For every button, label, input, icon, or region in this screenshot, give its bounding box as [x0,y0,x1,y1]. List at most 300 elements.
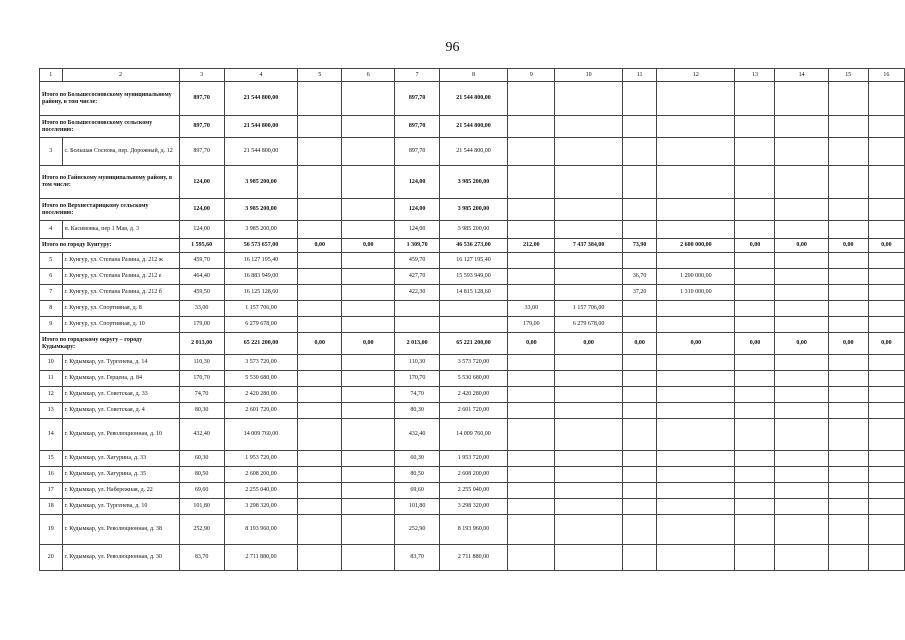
value-cell-col-6 [342,483,395,499]
value-cell-col-16: 0,00 [868,333,904,355]
value-cell-col-16 [868,499,904,515]
value-cell-col-15 [828,403,868,419]
value-cell-col-10 [555,403,623,419]
value-cell-col-5 [298,467,342,483]
address-cell: г. Кунгур, ул. Спортивная, д. 10 [62,317,179,333]
value-cell-col-3: 432,40 [179,419,224,451]
table-row [40,515,905,545]
value-cell-col-5 [298,483,342,499]
value-cell-col-15 [828,221,868,239]
value-cell-col-3: 459,50 [179,285,224,301]
value-cell-col-3: 74,70 [179,387,224,403]
table-row [40,138,905,166]
value-cell-col-8: 46 536 273,00 [439,239,508,253]
address-cell: г. Кудымкар, ул. Тургенева, д. 10 [62,499,179,515]
value-cell-col-7: 897,70 [395,82,439,116]
value-cell-col-6 [342,387,395,403]
value-cell-col-16 [868,138,904,166]
value-cell-col-16 [868,317,904,333]
value-cell-col-15 [828,467,868,483]
value-cell-col-8: 14 815 128,60 [439,285,508,301]
column-number-cell: 5 [298,69,342,82]
value-cell-col-11 [622,483,656,499]
value-cell-col-9 [508,269,555,285]
value-cell-col-9 [508,355,555,371]
value-cell-col-3: 2 013,00 [179,333,224,355]
value-cell-col-7: 170,70 [395,371,439,387]
value-cell-col-5 [298,419,342,451]
row-number: 9 [40,317,63,333]
value-cell-col-12 [657,451,735,467]
value-cell-col-5: 0,00 [298,239,342,253]
column-number-cell: 4 [224,69,298,82]
value-cell-col-16 [868,253,904,269]
value-cell-col-12 [657,515,735,545]
value-cell-col-8: 5 530 680,00 [439,371,508,387]
value-cell-col-8: 21 544 800,00 [439,116,508,138]
value-cell-col-5 [298,371,342,387]
table-row [40,253,905,269]
value-cell-col-11 [622,499,656,515]
value-cell-col-11 [622,403,656,419]
value-cell-col-12 [657,253,735,269]
value-cell-col-6 [342,82,395,116]
value-cell-col-4: 2 420 280,00 [224,387,298,403]
value-cell-col-13 [735,355,775,371]
value-cell-col-10 [555,451,623,467]
table-row [40,387,905,403]
value-cell-col-8: 3 573 720,00 [439,355,508,371]
value-cell-col-14 [775,269,828,285]
value-cell-col-16 [868,545,904,571]
value-cell-col-8: 2 601 720,00 [439,403,508,419]
value-cell-col-9 [508,467,555,483]
value-cell-col-16: 0,00 [868,239,904,253]
value-cell-col-5 [298,387,342,403]
value-cell-col-13: 0,00 [735,333,775,355]
value-cell-col-8: 3 985 200,00 [439,221,508,239]
value-cell-col-8: 3 298 320,00 [439,499,508,515]
value-cell-col-4: 2 255 040,00 [224,483,298,499]
table-row [40,419,905,451]
value-cell-col-11: 0,00 [622,333,656,355]
value-cell-col-7: 80,50 [395,467,439,483]
value-cell-col-7: 80,30 [395,403,439,419]
value-cell-col-4: 3 985 200,00 [224,199,298,221]
value-cell-col-14 [775,301,828,317]
value-cell-col-15 [828,82,868,116]
value-cell-col-7: 60,30 [395,451,439,467]
value-cell-col-13 [735,467,775,483]
value-cell-col-13 [735,483,775,499]
value-cell-col-16 [868,451,904,467]
table-row [40,355,905,371]
value-cell-col-15 [828,199,868,221]
value-cell-col-10 [555,467,623,483]
value-cell-col-6 [342,317,395,333]
row-number: 19 [40,515,63,545]
value-cell-col-9: 179,00 [508,317,555,333]
value-cell-col-7: 69,60 [395,483,439,499]
row-number: 5 [40,253,63,269]
value-cell-col-14: 0,00 [775,333,828,355]
value-cell-col-6 [342,371,395,387]
value-cell-col-12 [657,301,735,317]
column-number-cell: 1 [40,69,63,82]
value-cell-col-15 [828,301,868,317]
value-cell-col-4: 16 127 195,40 [224,253,298,269]
value-cell-col-16 [868,301,904,317]
value-cell-col-8: 2 608 200,00 [439,467,508,483]
value-cell-col-9 [508,545,555,571]
column-number-cell: 10 [555,69,623,82]
value-cell-col-8: 21 544 800,00 [439,82,508,116]
value-cell-col-10 [555,138,623,166]
address-cell: п. Касимовка, пер 1 Мая, д. 3 [62,221,179,239]
subtotal-label: Итого по Гайнскому муниципальному району, в том числе: [40,166,180,199]
value-cell-col-5 [298,82,342,116]
value-cell-col-12 [657,483,735,499]
value-cell-col-4: 1 157 706,00 [224,301,298,317]
value-cell-col-12 [657,545,735,571]
table-row [40,451,905,467]
value-cell-col-5 [298,253,342,269]
value-cell-col-6: 0,00 [342,333,395,355]
subtotal-row [40,82,905,116]
value-cell-col-14 [775,499,828,515]
value-cell-col-5 [298,138,342,166]
column-number-cell: 7 [395,69,439,82]
value-cell-col-13 [735,199,775,221]
row-number: 6 [40,269,63,285]
value-cell-col-11 [622,419,656,451]
column-number-row [40,69,905,82]
value-cell-col-5 [298,499,342,515]
value-cell-col-10 [555,221,623,239]
value-cell-col-6 [342,545,395,571]
value-cell-col-13 [735,82,775,116]
table-row [40,545,905,571]
address-cell: г. Кунгур, ул. Спортивная, д. 8 [62,301,179,317]
address-cell: г. Кудымкар, ул. Хатурина, д. 35 [62,467,179,483]
value-cell-col-12: 1 290 000,00 [657,269,735,285]
page-number: 96 [445,40,460,55]
value-cell-col-12 [657,403,735,419]
value-cell-col-10 [555,116,623,138]
address-cell: г. Кунгур, ул. Степана Разина, д. 212 б [62,285,179,301]
row-number: 16 [40,467,63,483]
value-cell-col-3: 464,40 [179,269,224,285]
value-cell-col-6 [342,116,395,138]
value-cell-col-14 [775,82,828,116]
value-cell-col-13 [735,387,775,403]
value-cell-col-8 [439,317,508,333]
table-row [40,499,905,515]
value-cell-col-4: 2 711 880,00 [224,545,298,571]
value-cell-col-6 [342,419,395,451]
value-cell-col-3: 897,70 [179,82,224,116]
value-cell-col-5 [298,221,342,239]
value-cell-col-3: 897,70 [179,138,224,166]
row-number: 8 [40,301,63,317]
address-cell: г. Кудымкар, ул. Советская, д. 4 [62,403,179,419]
value-cell-col-13 [735,499,775,515]
value-cell-col-9 [508,253,555,269]
value-cell-col-12 [657,166,735,199]
value-cell-col-14 [775,221,828,239]
value-cell-col-7: 124,00 [395,166,439,199]
value-cell-col-14 [775,285,828,301]
row-number: 3 [40,138,63,166]
value-cell-col-7: 427,70 [395,269,439,285]
address-cell: г. Кунгур, ул. Степана Разина, д. 212 е [62,269,179,285]
value-cell-col-12: 0,00 [657,333,735,355]
value-cell-col-13 [735,515,775,545]
value-cell-col-8: 15 593 949,00 [439,269,508,285]
table-row [40,221,905,239]
value-cell-col-7 [395,317,439,333]
subtotal-row [40,166,905,199]
value-cell-col-13 [735,317,775,333]
value-cell-col-10 [555,371,623,387]
value-cell-col-3: 124,00 [179,221,224,239]
value-cell-col-14 [775,545,828,571]
column-number-cell: 13 [735,69,775,82]
address-cell: г. Кудымкар, ул. Революционная, д. 30 [62,545,179,571]
value-cell-col-12: 1 310 000,00 [657,285,735,301]
value-cell-col-7: 124,00 [395,221,439,239]
subtotal-row [40,199,905,221]
value-cell-col-13 [735,221,775,239]
value-cell-col-4: 65 221 200,00 [224,333,298,355]
value-cell-col-4: 56 573 657,00 [224,239,298,253]
value-cell-col-5 [298,545,342,571]
value-cell-col-12 [657,499,735,515]
value-cell-col-5 [298,403,342,419]
value-cell-col-5 [298,317,342,333]
value-cell-col-9: 0,00 [508,333,555,355]
value-cell-col-16 [868,116,904,138]
value-cell-col-6 [342,355,395,371]
value-cell-col-7: 2 013,00 [395,333,439,355]
value-cell-col-7: 101,80 [395,499,439,515]
value-cell-col-11 [622,371,656,387]
value-cell-col-14 [775,483,828,499]
value-cell-col-12 [657,82,735,116]
value-cell-col-4: 3 573 720,00 [224,355,298,371]
value-cell-col-5 [298,451,342,467]
value-cell-col-9 [508,387,555,403]
value-cell-col-4: 21 544 800,00 [224,82,298,116]
subtotal-row [40,116,905,138]
value-cell-col-5: 0,00 [298,333,342,355]
value-cell-col-8: 8 193 960,00 [439,515,508,545]
value-cell-col-4: 3 985 200,00 [224,166,298,199]
value-cell-col-10 [555,355,623,371]
row-number: 17 [40,483,63,499]
address-cell: г. Кудымкар, ул. Тургенева, д. 14 [62,355,179,371]
table-row [40,371,905,387]
column-number-cell: 8 [439,69,508,82]
value-cell-col-5 [298,166,342,199]
row-number: 14 [40,419,63,451]
value-cell-col-15 [828,483,868,499]
subtotal-label: Итого по городу Кунгуру: [40,239,180,253]
value-cell-col-10 [555,419,623,451]
value-cell-col-16 [868,221,904,239]
value-cell-col-4: 2 601 720,00 [224,403,298,419]
value-cell-col-13 [735,545,775,571]
value-cell-col-16 [868,483,904,499]
value-cell-col-15 [828,116,868,138]
column-number-cell: 14 [775,69,828,82]
value-cell-col-7: 459,70 [395,253,439,269]
subtotal-label: Итого по Большесосновскому сельскому поселению: [40,116,180,138]
value-cell-col-4: 16 125 128,60 [224,285,298,301]
subtotal-row [40,239,905,253]
value-cell-col-3: 1 595,60 [179,239,224,253]
value-cell-col-4: 16 883 949,00 [224,269,298,285]
value-cell-col-8: 3 985 200,00 [439,166,508,199]
value-cell-col-13 [735,403,775,419]
value-cell-col-4: 3 985 200,00 [224,221,298,239]
value-cell-col-16 [868,403,904,419]
value-cell-col-10 [555,387,623,403]
value-cell-col-11 [622,221,656,239]
value-cell-col-15 [828,387,868,403]
value-cell-col-4: 5 530 680,00 [224,371,298,387]
address-cell: г. Кудымкар, ул. Революционная, д. 10 [62,419,179,451]
value-cell-col-9 [508,285,555,301]
value-cell-col-16 [868,269,904,285]
value-cell-col-9 [508,419,555,451]
column-number-cell: 6 [342,69,395,82]
value-cell-col-14 [775,371,828,387]
value-cell-col-4: 21 544 800,00 [224,138,298,166]
row-number: 7 [40,285,63,301]
value-cell-col-14: 0,00 [775,239,828,253]
value-cell-col-16 [868,166,904,199]
value-cell-col-14 [775,317,828,333]
value-cell-col-10 [555,483,623,499]
value-cell-col-11: 73,90 [622,239,656,253]
column-number-cell: 9 [508,69,555,82]
value-cell-col-10 [555,199,623,221]
value-cell-col-13 [735,451,775,467]
value-cell-col-10 [555,269,623,285]
value-cell-col-9 [508,166,555,199]
value-cell-col-7: 422,30 [395,285,439,301]
column-number-cell: 12 [657,69,735,82]
value-cell-col-9 [508,82,555,116]
value-cell-col-12 [657,221,735,239]
value-cell-col-11 [622,166,656,199]
value-cell-col-7: 124,00 [395,199,439,221]
value-cell-col-14 [775,166,828,199]
value-cell-col-10 [555,82,623,116]
value-cell-col-6 [342,403,395,419]
value-cell-col-15 [828,317,868,333]
value-cell-col-7: 432,40 [395,419,439,451]
value-cell-col-6 [342,451,395,467]
value-cell-col-13 [735,166,775,199]
value-cell-col-16 [868,82,904,116]
value-cell-col-4: 8 193 960,00 [224,515,298,545]
value-cell-col-8: 16 127 195,40 [439,253,508,269]
value-cell-col-6 [342,199,395,221]
row-number: 18 [40,499,63,515]
table-row [40,467,905,483]
value-cell-col-16 [868,199,904,221]
value-cell-col-9: 212,00 [508,239,555,253]
value-cell-col-15 [828,451,868,467]
row-number: 10 [40,355,63,371]
value-cell-col-13 [735,371,775,387]
value-cell-col-3: 101,80 [179,499,224,515]
value-cell-col-12 [657,419,735,451]
value-cell-col-3: 110,30 [179,355,224,371]
value-cell-col-12: 2 600 000,00 [657,239,735,253]
value-cell-col-10 [555,545,623,571]
value-cell-col-15 [828,253,868,269]
value-cell-col-8: 2 711 880,00 [439,545,508,571]
value-cell-col-4: 21 544 800,00 [224,116,298,138]
value-cell-col-11 [622,301,656,317]
column-number-cell: 16 [868,69,904,82]
value-cell-col-5 [298,355,342,371]
row-number: 11 [40,371,63,387]
value-cell-col-11 [622,451,656,467]
value-cell-col-9 [508,221,555,239]
table-row [40,317,905,333]
value-cell-col-15 [828,355,868,371]
value-cell-col-4: 1 953 720,00 [224,451,298,467]
value-cell-col-13 [735,285,775,301]
value-cell-col-8: 2 255 040,00 [439,483,508,499]
value-cell-col-7: 74,70 [395,387,439,403]
value-cell-col-3: 459,70 [179,253,224,269]
table-row [40,301,905,317]
value-cell-col-12 [657,116,735,138]
value-cell-col-14 [775,515,828,545]
value-cell-col-6 [342,467,395,483]
value-cell-col-9 [508,451,555,467]
value-cell-col-14 [775,387,828,403]
value-cell-col-15: 0,00 [828,239,868,253]
value-cell-col-11 [622,355,656,371]
row-number: 12 [40,387,63,403]
value-cell-col-16 [868,285,904,301]
subtotal-row [40,333,905,355]
value-cell-col-11 [622,545,656,571]
value-cell-col-11 [622,199,656,221]
value-cell-col-13 [735,269,775,285]
value-cell-col-13 [735,419,775,451]
address-cell: г. Кунгур, ул. Степана Разина, д. 212 ж [62,253,179,269]
value-cell-col-9 [508,138,555,166]
value-cell-col-15 [828,499,868,515]
value-cell-col-12 [657,467,735,483]
value-cell-col-6 [342,269,395,285]
value-cell-col-16 [868,371,904,387]
value-cell-col-8: 65 221 200,00 [439,333,508,355]
value-cell-col-3: 60,30 [179,451,224,467]
value-cell-col-8: 3 985 200,00 [439,199,508,221]
value-cell-col-9 [508,116,555,138]
value-cell-col-8: 1 953 720,00 [439,451,508,467]
value-cell-col-14 [775,419,828,451]
value-cell-col-7: 1 309,70 [395,239,439,253]
